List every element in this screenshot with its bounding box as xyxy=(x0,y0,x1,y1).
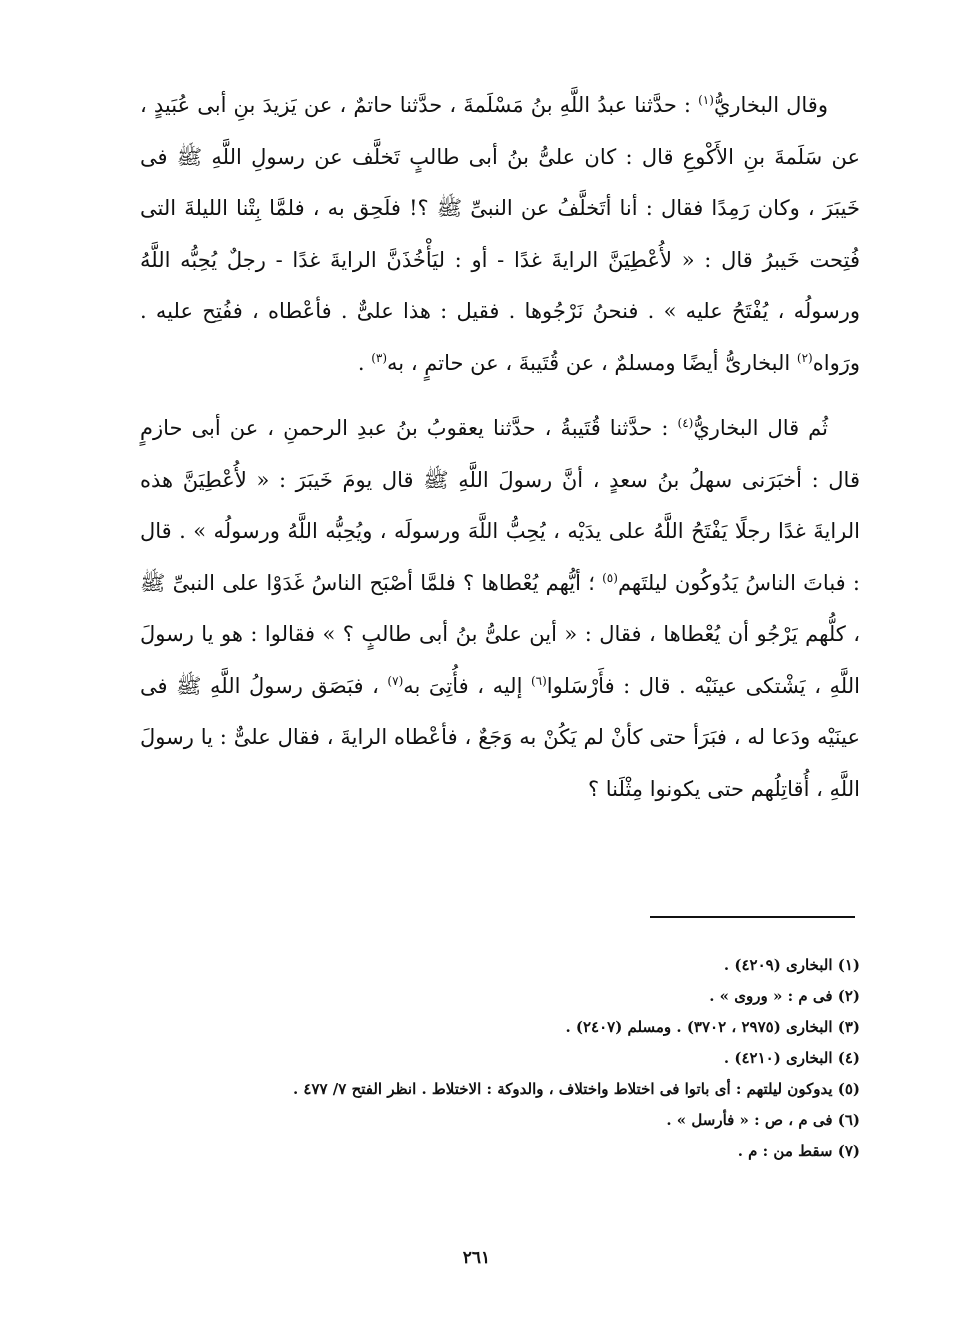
footnotes-list xyxy=(140,950,860,1167)
main-text xyxy=(140,80,860,815)
paragraph-text: البخارىُّ أيضًا ومسلمٌ ، عن قُتَيبةَ ، عن حاتمٍ ، به xyxy=(387,350,797,375)
footnote-item: (٤) البخارى (٤٢١٠) . xyxy=(723,1049,860,1067)
footnote-item: (٣) البخارى (٢٩٧٥ ، ٣٧٠٢) . ومسلم (٢٤٠٧) . xyxy=(565,1018,860,1036)
footnote-item: (٢) فى م : « وروى » . xyxy=(709,987,860,1005)
footnote-item: (٥) يدوكون ليلتهم : أى باتوا فى اختلاط واختلاف ، والدوكة : الاختلاط . انظر الفتح ٧/ ٤٧٧ . xyxy=(292,1080,860,1098)
paragraph-text: . xyxy=(357,350,372,375)
footnote-item: (٧) سقط من : م . xyxy=(737,1142,860,1160)
footnote-item: (١) البخارى (٤٢٠٩) . xyxy=(723,956,860,974)
paragraph-text: ؛ أيُّهم يُعْطاها ؟ فلمَّا أصْبَح الناسُ غَدَوْا على النبىِّ ﷺ ، كلُّهم يَرْجُو أن يُعْطاها ، فقال : « أين علىُّ بنُ أبى طالبٍ ؟ » فقالوا : هو يا رسولَ اللَّهِ ، يَشْتكى عينَيْه . قال : فأَرْسَلوا xyxy=(140,570,860,698)
footnote-reference: (٤) xyxy=(677,416,694,430)
footnote-reference: (٢) xyxy=(796,350,813,365)
page-number: ٢٦١ xyxy=(462,1248,491,1268)
paragraph xyxy=(140,403,860,815)
paragraph xyxy=(140,80,860,389)
paragraph-text: إليه ، فأُتِىَ به xyxy=(403,673,531,698)
paragraph-text: : حدَّثنا قُتَيبةُ ، حدَّثنا يعقوبُ بنُ عبدِ الرحمنِ ، عن أبى حازمٍ قال : أخبَرَنى سهلُ بنُ سعدٍ ، أنَّ رسولَ اللَّهِ ﷺ قال يومَ خَيبَرَ : « لأُعْطِيَنَّ هذه الرايةَ غدًا رجلًا يَفْتَحُ اللَّهُ على يدَيْه ، يُحِبُّ اللَّهَ ورسولَه ، ويُحِبُّه اللَّهُ ورسولُه » . قال : فباتَ الناسُ يَدُوكُون ليلتَهم xyxy=(140,416,861,595)
paragraph-text: ، فبَصَق رسولُ اللَّهِ ﷺ فى عينَيْه ودَعا له ، فبَرَأ حتى كأنْ لم يَكُنْ به وَجَعٌ ، فأعْطاه الرايةَ ، فقال علىٌّ : يا رسولَ اللَّهِ ، أُقاتِلُهم حتى يكونوا مِثْلَنا ؟ xyxy=(140,673,860,801)
footnote-reference: (٦) xyxy=(530,673,547,688)
footnote-separator xyxy=(650,916,855,918)
footnote-item: (٦) فى م ، ص : « فأرسل » . xyxy=(666,1111,860,1129)
paragraph-text: ثُم قال البخاريُّ xyxy=(693,416,828,440)
footnote-reference: (١) xyxy=(698,93,714,107)
footnote-reference: (٥) xyxy=(602,570,618,585)
footnote-reference: (٣) xyxy=(371,350,388,365)
footnote-reference: (٧) xyxy=(387,673,404,688)
paragraph-text: : حدَّثنا عبدُ اللَّهِ بنُ مَسْلَمةَ ، حدَّثنا حاتمٌ ، عن يَزيدَ بنِ أبى عُبَيدٍ ، عن سَلَمةَ بنِ الأَكْوعِ قال : كان علىُّ بنُ أبى طالبٍ تَخلَّف عن رسولِ اللَّهِ ﷺ فى خَيبَرَ ، وكان رَمِدًا فقال : أنا أتَخلَّفُ عن النبىِّ ﷺ ؟! فلَحِق به ، فلمَّا بِتْنا الليلةَ التى فُتِحت خَيبرُ قال : « لأُعْطِيَنَّ الرايةَ غدًا - أو : ليَأْخُذَنَّ الرايةَ غدًا - رجلٌ يُحِبُّه اللَّهُ ورسولُه ، يُفْتَحُ عليه » . فنحنُ نَرْجُوها . فقيل : هذا علىٌّ . فأعْطاه ، ففُتِح عليه . ورَواه xyxy=(140,93,860,375)
paragraph-text: وقال البخاريُّ xyxy=(713,93,828,117)
